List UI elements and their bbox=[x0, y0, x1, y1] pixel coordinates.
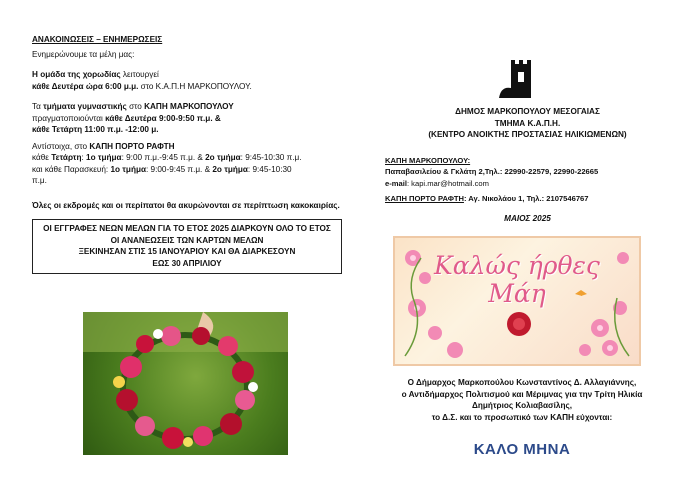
porto-t1: Αντίστοιχα, στο bbox=[32, 141, 90, 151]
porto-l3b: 1ο τμήμα bbox=[110, 164, 146, 174]
flower-wreath-photo bbox=[83, 312, 288, 455]
gym-b2: ΚΑΠΗ ΜΑΡΚΟΠΟΥΛΟΥ bbox=[144, 102, 234, 111]
greeting-block bbox=[372, 377, 672, 423]
porto-l3c: : 9:00-9:45 π.μ. & bbox=[146, 164, 213, 174]
porto-l2c: : bbox=[81, 153, 87, 162]
porto-l2e: : 9:00 π.μ.-9:45 π.μ. & bbox=[121, 153, 206, 162]
gym-b1: τμήματα γυμναστικής bbox=[43, 102, 127, 111]
choir-text-1: λειτουργεί bbox=[120, 70, 159, 79]
notice-line-3: ΞΕΚΙΝΗΣΑΝ ΣΤΙΣ 15 ΙΑΝΟΥΑΡΙΟΥ ΚΑΙ ΘΑ ΔΙΑΡΚΕΣΟΥΝ bbox=[78, 247, 296, 256]
kapi-markopoulo-label: ΚΑΠΗ ΜΑΡΚΟΠΟΥΛΟΥ: bbox=[385, 155, 471, 165]
org-line-3: (ΚΕΝΤΡΟ ΑΝΟΙΚΤΗΣ ΠΡΟΣΤΑΣΙΑΣ ΗΛΙΚΙΩΜΕΝΩΝ) bbox=[428, 130, 627, 139]
gym-t2: στο bbox=[126, 102, 145, 111]
banner-title bbox=[395, 252, 639, 308]
choir-line-1 bbox=[32, 69, 344, 81]
greeting-line-3: Δημήτριος Κολιαβασίλης, bbox=[471, 401, 572, 410]
choir-bold-1: Η ομάδα της χορωδίας bbox=[32, 70, 121, 79]
choir-bold-2: κάθε Δευτέρα ώρα 6:00 μ.μ. bbox=[32, 81, 139, 91]
porto-l2f: 2ο τμήμα bbox=[205, 153, 241, 162]
gym-line-3: κάθε Τετάρτη 11:00 π.μ. -12:00 μ. bbox=[32, 125, 159, 134]
porto-line-3 bbox=[32, 164, 344, 176]
greeting-line-2: ο Αντιδήμαρχος Πολιτισμού και Μέριμνας για την Τρίτη Ηλικία bbox=[401, 389, 643, 399]
notice-line-2: ΟΙ ΑΝΑΝΕΩΣΕΙΣ ΤΩΝ ΚΑΡΤΩΝ ΜΕΛΩΝ bbox=[110, 235, 264, 245]
gym-line-2 bbox=[32, 113, 344, 125]
registration-notice-box bbox=[32, 219, 342, 274]
org-line-1: ΔΗΜΟΣ ΜΑΡΚΟΠΟΥΛΟΥ ΜΕΣΟΓΑΙΑΣ bbox=[455, 107, 600, 116]
contacts-block bbox=[385, 155, 670, 205]
porto-l3a: και κάθε Παρασκευή: bbox=[32, 164, 111, 174]
email-value: : kapi.mar@hotmail.com bbox=[406, 178, 489, 188]
kapi-porto-address: : Αγ. Νικολάου 1, Τηλ.: 2107546767 bbox=[463, 194, 589, 203]
happy-month-wish: ΚΑΛΟ ΜΗΝΑ bbox=[473, 441, 571, 458]
email-label: e-mail bbox=[385, 178, 407, 188]
porto-line-4: π.μ. bbox=[32, 176, 47, 185]
gym-t1: Τα bbox=[32, 102, 44, 111]
email-line bbox=[385, 178, 670, 190]
gym-b3: κάθε Δευτέρα 9:00-9:50 π.μ. & bbox=[105, 113, 221, 123]
kapi-markopoulo-address: Παπαβασιλείου & Γκλάτη 2,Τηλ.: 22990-22579, 22990-22665 bbox=[385, 167, 599, 176]
porto-b1: ΚΑΠΗ ΠΟΡΤΟ ΡΑΦΤΗ bbox=[89, 141, 175, 151]
organization-block bbox=[385, 106, 670, 141]
porto-l2d: 1ο τμήμα bbox=[86, 153, 122, 162]
choir-text-2: στο Κ.Α.Π.Η ΜΑΡΚΟΠΟΥΛΟΥ. bbox=[138, 81, 252, 91]
porto-line-2 bbox=[32, 152, 344, 164]
welcome-may-banner bbox=[393, 236, 641, 366]
porto-l2g: : 9:45-10:30 π.μ. bbox=[240, 153, 302, 162]
greeting-line-1: Ο Δήμαρχος Μαρκοπούλου Κωνσταντίνος Δ. Αλλαγιάννης, bbox=[407, 378, 637, 387]
intro-text: Ενημερώνουμε τα μέλη μας: bbox=[32, 49, 135, 59]
banner-line-1: Καλώς ήρθες bbox=[434, 251, 600, 280]
kapi-porto-line bbox=[385, 193, 670, 205]
porto-l2a: κάθε bbox=[32, 153, 52, 162]
porto-l3e: : 9:45-10:30 bbox=[247, 164, 292, 174]
porto-l3d: 2ο τμήμα bbox=[212, 164, 248, 174]
org-line-2: ΤΜΗΜΑ Κ.Α.Π.Η. bbox=[494, 118, 561, 128]
notice-line-1: ΟΙ ΕΓΓΡΑΦΕΣ ΝΕΩΝ ΜΕΛΩΝ ΓΙΑ ΤΟ ΕΤΟΣ 2025 ΔΙΑΡΚΟΥΝ ΟΛΟ ΤΟ ΕΤΟΣ bbox=[43, 224, 331, 233]
porto-l2b: Τετάρτη bbox=[51, 153, 82, 162]
gym-t3: πραγματοποιούνται bbox=[32, 113, 106, 123]
banner-line-2: Μάη bbox=[488, 279, 546, 308]
choir-line-2 bbox=[32, 81, 344, 93]
month-title: ΜΑΙΟΣ 2025 bbox=[504, 213, 551, 223]
trips-notice: Όλες οι εκδρομές και οι περίπατοι θα ακυρώνονται σε περίπτωση κακοκαιρίας. bbox=[32, 200, 340, 210]
gym-line-1 bbox=[32, 101, 344, 113]
announcements-column bbox=[32, 34, 344, 274]
flower-wreath-image bbox=[83, 312, 288, 455]
greeting-line-4: το Δ.Σ. και το προσωπικό των ΚΑΠΗ εύχονται: bbox=[431, 412, 613, 422]
announcements-heading: ΑΝΑΚΟΙΝΩΣΕΙΣ – ΕΝΗΜΕΡΩΣΕΙΣ bbox=[32, 35, 163, 44]
porto-line-1 bbox=[32, 141, 344, 153]
notice-line-4: ΕΩΣ 30 ΑΠΡΙΛΙΟΥ bbox=[152, 258, 222, 268]
kapi-porto-label: ΚΑΠΗ ΠΟΡΤΟ ΡΑΦΤΗ bbox=[385, 194, 464, 203]
contact-column bbox=[385, 62, 670, 224]
